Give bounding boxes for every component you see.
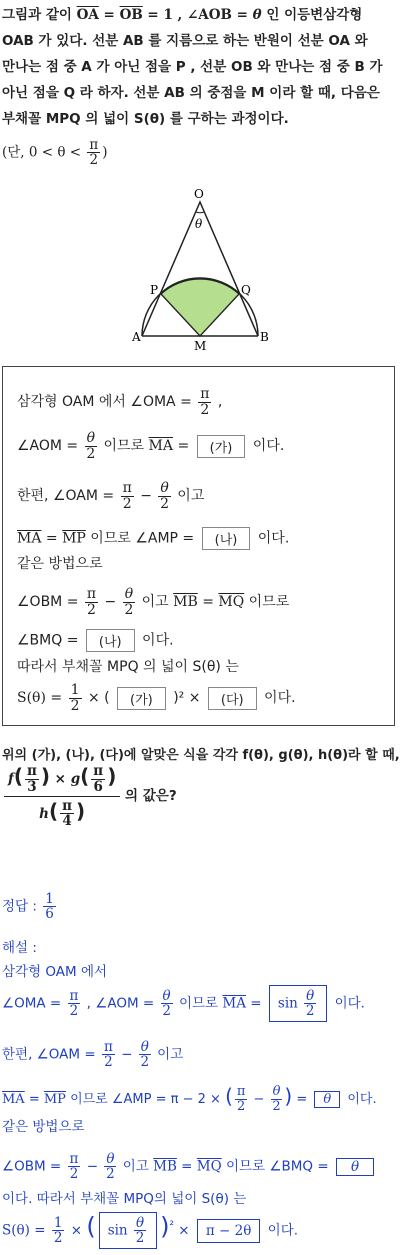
equals-sign: = <box>245 995 266 1012</box>
minus-sign: − <box>249 1092 269 1107</box>
denominator: 2 <box>86 445 96 462</box>
times-sign: × <box>49 771 71 787</box>
process-text: ∠OBM = <box>17 594 83 611</box>
answer-box-ga <box>269 985 327 1022</box>
question-expression <box>4 764 177 828</box>
segment-oa: $\overline{OA}$ <box>76 7 99 23</box>
segment-mp: $\overline{MP}$ <box>43 1092 66 1107</box>
equals-sign: = <box>176 1158 197 1175</box>
fraction-theta-over-2 <box>134 1216 146 1245</box>
process-line-7 <box>17 629 174 652</box>
process-text: × ( <box>83 690 115 707</box>
answer-box-ga <box>99 1212 157 1249</box>
fraction-pi-over-2 <box>68 1152 81 1181</box>
fraction-pi-over-2 <box>235 1085 248 1113</box>
label-a: A <box>132 330 141 344</box>
numerator: π <box>69 1151 79 1167</box>
numerator: π <box>62 798 73 814</box>
solution-text: 이다. <box>343 1092 377 1107</box>
equals-sign: = <box>98 7 120 23</box>
label-m: M <box>194 339 207 353</box>
answer-box-na: θ <box>314 1091 340 1108</box>
func-h: h <box>39 805 49 822</box>
solution-title: 해설 : <box>2 940 37 956</box>
denominator: 2 <box>160 495 170 512</box>
solution-text: 이고 <box>152 1046 184 1063</box>
solution-line-7: 이다. 따라서 부채꼴 MPQ의 넓이 S(θ) 는 <box>2 1191 247 1207</box>
equals-sign: = <box>41 530 63 547</box>
big-fraction <box>4 764 120 828</box>
numerator: θ <box>106 1151 115 1167</box>
label-theta: θ <box>195 217 203 231</box>
solution-text: 한편, ∠OAM = <box>2 1046 100 1063</box>
process-text: 이고 <box>172 488 205 505</box>
numerator: π <box>93 763 104 780</box>
numerator: π <box>69 988 79 1004</box>
denominator: 2 <box>87 601 96 618</box>
equals-sign: = <box>292 1092 312 1107</box>
blank-box-da: (다) <box>208 687 257 710</box>
minus-sign: − <box>82 1158 103 1175</box>
problem-line-2: OAB 가 있다. 선분 AB 를 지름으로 하는 반원이 선분 OA 와 <box>2 33 368 49</box>
solution-line-4: $\overline{MA} = \overline{MP}$ 이므로 ∠AMP = π − 2 × ( $\frac{\pi}{2}$ − $\frac{\theta}{2}$ ) = θ 이다. <box>2 1084 377 1114</box>
sin-label: sin <box>277 995 298 1012</box>
answer-box-na: θ <box>336 1158 374 1176</box>
minus-sign: − <box>135 488 157 505</box>
solution-text: ∠OMA = <box>2 995 66 1012</box>
blank-box-na: (나) <box>86 629 135 652</box>
segment-ma: $\overline{MA}$ <box>2 1092 25 1107</box>
fraction-theta-over-2 <box>271 1085 283 1113</box>
answer-line <box>2 892 58 921</box>
answer-box-da: π − 2θ <box>197 1219 260 1243</box>
numerator: θ <box>124 586 134 602</box>
solution-line-1: 삼각형 OAM 에서 <box>2 964 108 980</box>
equals-sign: = <box>24 1092 44 1107</box>
theta-symbol: θ <box>252 7 262 23</box>
denominator: 2 <box>104 1054 113 1071</box>
segment-ma: $\overline{MA}$ <box>17 530 42 547</box>
problem-text <box>2 2 398 167</box>
process-line-6 <box>17 587 289 617</box>
numerator: θ <box>272 1084 281 1100</box>
sector-mpq <box>161 279 239 336</box>
denominator: 2 <box>106 1166 115 1183</box>
fraction-theta-over-2 <box>161 989 173 1018</box>
denominator: 6 <box>93 778 103 795</box>
solution-line-6 <box>2 1152 377 1181</box>
numerator: θ <box>162 988 171 1004</box>
equals-sign: = <box>173 438 194 455</box>
fraction-pi-over-4 <box>60 799 74 828</box>
numerator: π <box>26 763 37 780</box>
fraction-pi-over-2 <box>121 481 134 511</box>
solution-text: 이므로 ∠BMQ = <box>221 1158 333 1175</box>
func-g: g <box>70 771 81 787</box>
numerator: θ <box>160 480 169 496</box>
process-text: 한편, ∠OAM = <box>17 488 119 505</box>
process-text: 이다. <box>259 690 296 707</box>
numerator: θ <box>140 1039 149 1055</box>
process-text: 삼각형 OAM 에서 ∠OMA = <box>17 394 197 411</box>
segment-mb: $\overline{MB}$ <box>173 594 198 611</box>
solution-text: 이므로 ∠AMP = π − 2 × <box>65 1092 226 1107</box>
fraction-theta-over-2 <box>158 481 170 511</box>
problem-line-3: 만나는 점 중 A 가 아닌 점을 P , 선분 OB 와 만나는 점 중 B 가 <box>2 59 383 75</box>
question-tail: 의 값은? <box>120 788 177 805</box>
segment-ma: $\overline{MA}$ <box>148 438 173 455</box>
denominator: 2 <box>140 1054 150 1071</box>
numerator: π <box>236 1084 246 1100</box>
denominator: 2 <box>237 1099 246 1114</box>
process-line-4 <box>17 527 289 550</box>
answer-label: 정답 : <box>2 898 42 915</box>
denominator: 2 <box>272 1099 281 1114</box>
process-text: , <box>213 394 223 411</box>
equals-sign: = <box>197 594 219 611</box>
condition-close: ) <box>102 144 108 161</box>
big-fraction-numerator: f( $\frac{\pi}{3}$ ) × g( $\frac{\pi}{6}$ ) <box>4 764 120 797</box>
minus-sign: − <box>100 594 121 611</box>
big-fraction-denominator: h( $\frac{\pi}{4}$ ) <box>39 798 86 830</box>
numerator: 1 <box>53 1215 63 1231</box>
denominator: 2 <box>200 401 210 418</box>
solution-line-5: 같은 방법으로 <box>2 1119 85 1135</box>
blank-box-na: (나) <box>202 527 251 550</box>
process-text: ∠AOM = <box>17 438 83 455</box>
problem-line-4: 아닌 점을 Q 라 하자. 선분 AB 의 중점을 M 이라 할 때, 다음은 <box>2 85 380 101</box>
segment-ma: $\overline{MA}$ <box>222 995 246 1012</box>
process-text: S(θ) = <box>17 690 67 707</box>
func-f: f <box>8 771 14 787</box>
label-q: Q <box>241 283 251 297</box>
problem-line-5: 부채꼴 MPQ 의 넓이 S(θ) 를 구하는 과정이다. <box>2 111 289 127</box>
angle-arc-o <box>196 212 204 213</box>
fraction-theta-over-2 <box>139 1040 151 1069</box>
problem-text-segment: 인 이등변삼각형 <box>261 7 363 23</box>
blank-box-ga: (가) <box>197 435 246 458</box>
minus-sign: − <box>116 1046 137 1063</box>
fraction-pi-over-2 <box>68 989 81 1018</box>
fraction-one-half <box>52 1216 65 1245</box>
process-line-5: 같은 방법으로 <box>17 556 103 572</box>
process-text: 이다. <box>248 438 285 455</box>
process-text: 이다. <box>137 632 174 649</box>
process-line-3 <box>17 481 204 511</box>
times-sign: × <box>173 1222 194 1239</box>
fraction-pi-over-6 <box>91 764 105 793</box>
question-line-1: 위의 (가), (나), (다)에 알맞은 식을 각각 f(θ), g(θ), h(θ)라 할 때, <box>2 748 400 763</box>
equals-one: = 1 <box>142 7 173 23</box>
geometry-figure <box>0 184 400 354</box>
solution-text: , ∠AOM = <box>82 995 159 1012</box>
segment-mq: $\overline{MQ}$ <box>218 594 245 611</box>
solution-line-2 <box>2 985 365 1022</box>
fraction-pi-over-2 <box>85 587 98 617</box>
numerator: θ <box>135 1215 145 1231</box>
denominator: 2 <box>122 495 132 512</box>
process-text: )² × <box>168 690 205 707</box>
solution-text: 이다. <box>330 995 365 1012</box>
label-p: P <box>150 283 159 297</box>
process-text: 이다. <box>253 530 290 547</box>
denominator: 2 <box>124 601 134 618</box>
segment-ob: $\overline{OB}$ <box>119 7 143 23</box>
process-text: ∠BMQ = <box>17 632 83 649</box>
fraction-theta-over-2 <box>104 1152 116 1181</box>
process-line-8: 따라서 부채꼴 MPQ 의 넓이 S(θ) 는 <box>17 659 239 675</box>
numerator: θ <box>306 988 315 1004</box>
denominator: 6 <box>45 906 54 923</box>
fraction-pi-over-2 <box>198 387 211 417</box>
fraction-pi-over-2 <box>87 138 100 167</box>
denominator: 4 <box>62 813 72 830</box>
process-line-9 <box>17 683 296 713</box>
numerator: θ <box>86 430 96 446</box>
numerator: π <box>122 480 132 496</box>
denominator: 2 <box>305 1003 315 1020</box>
label-o: O <box>194 187 204 201</box>
denominator: 2 <box>162 1003 171 1020</box>
denominator: 2 <box>53 1230 63 1247</box>
numerator: 1 <box>70 682 80 698</box>
process-text: 이고 <box>137 594 174 611</box>
solution-line-3 <box>2 1040 183 1069</box>
numerator: 1 <box>45 891 54 907</box>
process-text: 이므로 <box>99 438 149 455</box>
fraction-pi-over-2 <box>102 1040 115 1069</box>
numerator: π <box>89 137 99 153</box>
numerator: π <box>103 1039 113 1055</box>
denominator: 2 <box>135 1230 145 1247</box>
solution-line-8: S(θ) = $\frac{1}{2}$ × ( sin $\frac{\theta}{2}$ )$^{^2}$ × π − 2θ 이다. <box>2 1212 298 1249</box>
segment-mb: $\overline{MB}$ <box>153 1158 177 1175</box>
denominator: 2 <box>89 152 99 169</box>
process-line-1 <box>17 387 222 417</box>
solution-text: ∠OBM = <box>2 1158 66 1175</box>
fraction-theta-over-2 <box>304 989 316 1018</box>
fraction-one-half <box>69 683 82 713</box>
problem-condition <box>2 138 398 167</box>
process-box <box>2 366 395 726</box>
solution-text: 이다. <box>263 1222 299 1239</box>
solution-text: S(θ) = <box>2 1222 50 1239</box>
fraction-theta-over-2 <box>85 431 97 461</box>
denominator: 2 <box>70 697 80 714</box>
denominator: 3 <box>27 778 37 795</box>
fraction-pi-over-3 <box>25 764 39 793</box>
solution-text: 이므로 <box>174 995 223 1012</box>
blank-box-ga: (가) <box>117 687 166 710</box>
process-text: 이므로 ∠AMP = <box>85 530 199 547</box>
times-sign: × <box>66 1222 87 1239</box>
denominator: 2 <box>69 1003 79 1020</box>
numerator: π <box>200 386 210 402</box>
condition-text: (단, 0 < θ < <box>2 144 86 161</box>
problem-text-segment: 그림과 같이 <box>2 7 77 23</box>
denominator: 2 <box>69 1166 79 1183</box>
square-exponent: ² <box>169 1219 174 1233</box>
solution-text: 이고 <box>118 1158 154 1175</box>
problem-line-1 <box>2 2 398 28</box>
angle-aob: , ∠AOB = <box>172 7 253 23</box>
sin-label: sin <box>107 1222 128 1239</box>
process-line-2 <box>17 431 284 461</box>
fraction-theta-over-2 <box>123 587 135 617</box>
numerator: π <box>86 586 97 602</box>
label-b: B <box>260 330 269 344</box>
segment-mq: $\overline{MQ}$ <box>196 1158 222 1175</box>
answer-fraction <box>43 892 56 921</box>
segment-mp: $\overline{MP}$ <box>62 530 86 547</box>
process-text: 이므로 <box>244 594 290 611</box>
